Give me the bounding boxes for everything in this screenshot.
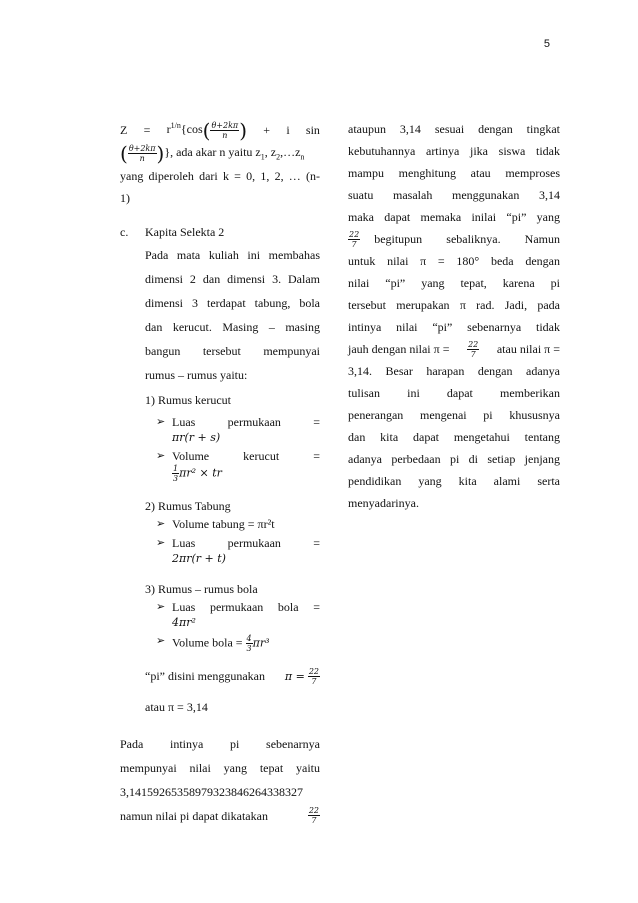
theta-fraction: $\frac{\theta+2k\pi}{n}$ [211,120,239,140]
section-c-paragraph: Pada mata kuliah ini membahas dimensi 2 dan dimensi 3. Dalam dimensi 3 terdapat tabung, bola dan kerucut. Masing – masing bangun tersebut mempunyai rumus – rumus yaitu: [145,247,320,382]
arrow-bullet-icon: ➢ [156,415,166,428]
z-formula-line4: 1) [120,190,130,205]
r-cos-term: $r^{1/n}\{\cos$( $\frac{\theta+2k\pi}{n}$ ) [166,118,247,143]
bola-luas-item: ➢ Luas permukaan bola = 4πr² [156,599,320,629]
plus-sign: + [263,122,271,137]
arrow-bullet-icon: ➢ [156,517,166,530]
sin-word: sin [305,122,320,137]
arrow-bullet-icon: ➢ [156,600,166,613]
final-paragraph: Pada intinya pi sebenarnya mempunyai nilai yang tepat yaitu 3,14159265358979323846264338327 namun nilai pi dapat dikatakan $\frac{22}{7}$ [120,736,320,825]
right-line-11: jauh dengan nilai π = $\frac{22}{7}$ atau nilai π = [348,339,560,359]
pi-digits: 3,14159265358979323846264338327 [120,784,303,799]
tabung-title: 2) Rumus Tabung [145,498,231,513]
right-line-6: $\frac{22}{7}$ begitupun sebaliknya. Namun [349,229,560,249]
left-column [120,118,320,828]
equals-sign: = [143,122,151,137]
section-c-title: Kapita Selekta 2 [145,224,225,239]
arrow-bullet-icon: ➢ [156,634,166,647]
bola-title: 3) Rumus – rumus bola [145,581,258,596]
pi-usage-line: “pi” disini menggunakan π = $\frac{22}{7}$ [145,667,319,687]
right-column: ataupun 3,14 sesuai dengan tingkat kebutuhannya artinya jika siswa tidak mampu menghitung atau memproses suatu masalah menggunakan 3,14 maka dapat memaka inilai “pi” yang $\frac{22}{7}$ begitupun sebaliknya. Namun untuk nilai π = 180° beda dengan nilai “pi” yang tepat, karena pi tersebut merupakan π rad. Jadi, pada intinya nilai “pi” sebenarnya tidak jauh dengan nilai π = $\frac{22}{7}$ atau nilai π = 3,14. Besar harapan dengan adanya tulisan ini dapat memberikan penerangan mengenai pi khususnya dan kita dapat mengetahui tentang adanya perbedaan pi di setiap jenjang pendidikan yang kita alami serta menyadarinya. [348,122,560,510]
section-c-marker: c. [120,224,129,239]
tabung-volume-item: ➢ Volume tabung = πr²t [156,516,275,531]
arrow-bullet-icon: ➢ [156,449,166,462]
page-number: 5 [543,38,550,50]
arrow-bullet-icon: ➢ [156,536,166,549]
z-formula-line3: yang diperoleh dari k = 0, 1, 2, … (n- [120,168,320,183]
kerucut-volume-item: ➢ Volume kerucut = $\frac{1}{3}$ πr² × tr [156,448,320,483]
theta-fraction-2: $\frac{\theta+2k\pi}{n}$ [128,144,156,163]
bola-volume-item: ➢ Volume bola = $\frac{4}{3}$ πr³ [156,633,270,653]
atau-line: atau π = 3,14 [145,699,208,714]
kerucut-luas-item: ➢ Luas permukaan = πr(r + s) [156,414,320,444]
tabung-luas-item: ➢ Luas permukaan = 2πr(r + t) [156,535,320,565]
kerucut-title: 1) Rumus kerucut [145,392,231,407]
z-symbol: Z [120,122,128,137]
section-c-heading [120,221,320,243]
z-formula-line2: ( $\frac{\theta+2k\pi}{n}$ )}, ada akar n yaitu $z_1$, $z_2,\dots z_n$ [120,141,305,166]
imaginary-i: i [286,122,290,137]
z-formula-line1 [120,118,320,141]
